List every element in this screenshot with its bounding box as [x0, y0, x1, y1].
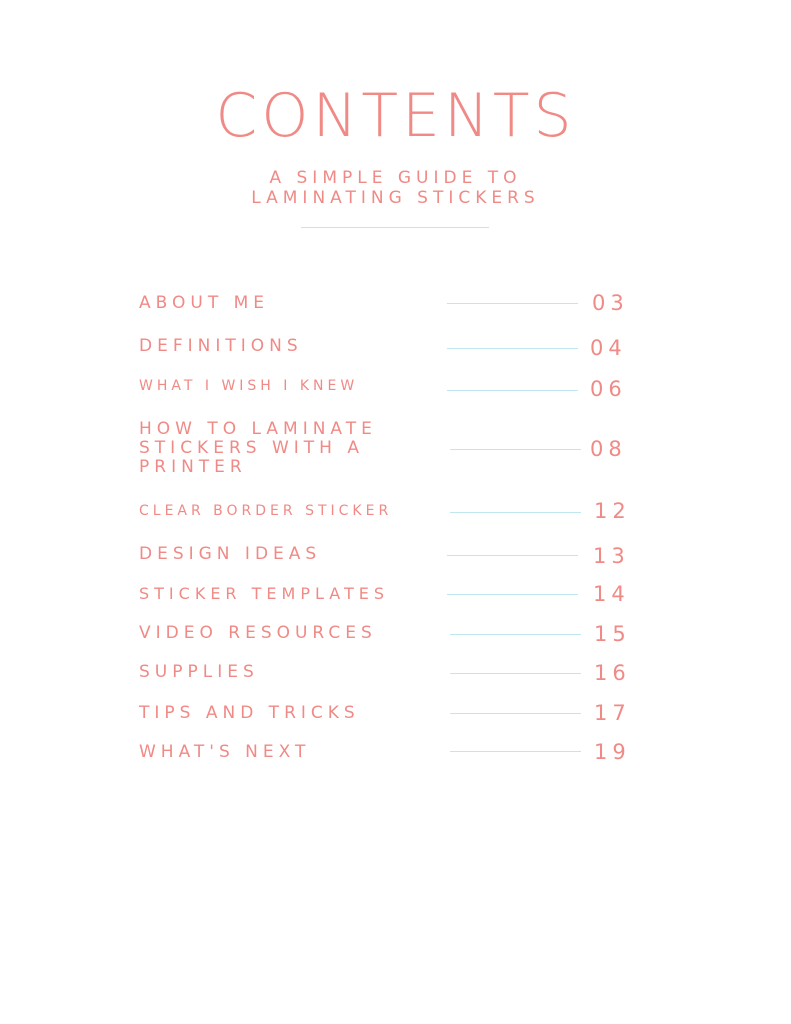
subtitle-line-1: A SIMPLE GUIDE TO: [269, 168, 522, 188]
toc-page-number: 17: [594, 701, 631, 725]
toc-leader-line: [450, 634, 581, 635]
toc-leader-line: [447, 594, 578, 595]
toc-leader-line: [450, 449, 581, 450]
toc-label: CLEAR BORDER STICKER: [139, 503, 393, 519]
toc-label-line: HOW TO LAMINATE: [139, 419, 377, 439]
toc-leader-line: [447, 555, 578, 556]
toc-label: ABOUT ME: [139, 293, 270, 313]
toc-leader-line: [450, 512, 581, 513]
toc-leader-line: [447, 303, 578, 304]
toc-page-number: 03: [592, 291, 629, 315]
toc-page-number: 13: [593, 544, 630, 568]
toc-leader-line: [447, 390, 578, 391]
toc-label: STICKER TEMPLATES: [139, 584, 389, 603]
toc-label: WHAT'S NEXT: [139, 742, 311, 762]
toc-label-line: STICKERS WITH A: [139, 438, 364, 458]
toc-label-line: PRINTER: [139, 457, 247, 477]
toc-leader-line: [450, 751, 581, 752]
toc-leader-line: [450, 713, 581, 714]
toc-label: [139, 420, 377, 477]
page-title: CONTENTS: [215, 81, 576, 151]
toc-label: DEFINITIONS: [139, 336, 303, 356]
toc-leader-line: [447, 348, 578, 349]
toc-page-number: 06: [590, 377, 627, 401]
toc-page-number: 04: [590, 336, 627, 360]
toc-label: DESIGN IDEAS: [139, 544, 322, 564]
toc-page-number: 16: [594, 661, 631, 685]
toc-page-number: 08: [590, 437, 627, 461]
subtitle-line-2: LAMINATING STICKERS: [251, 188, 540, 208]
toc-page-number: 14: [593, 582, 630, 606]
toc-page-number: 19: [594, 740, 631, 764]
toc-label: SUPPLIES: [139, 662, 259, 682]
toc-page-number: 12: [594, 499, 631, 523]
toc-label: WHAT I WISH I KNEW: [139, 378, 359, 394]
toc-page-number: 15: [594, 622, 631, 646]
toc-leader-line: [450, 673, 581, 674]
title-divider: [301, 227, 489, 228]
toc-label: VIDEO RESOURCES: [139, 623, 377, 643]
toc-label: TIPS AND TRICKS: [139, 703, 360, 723]
